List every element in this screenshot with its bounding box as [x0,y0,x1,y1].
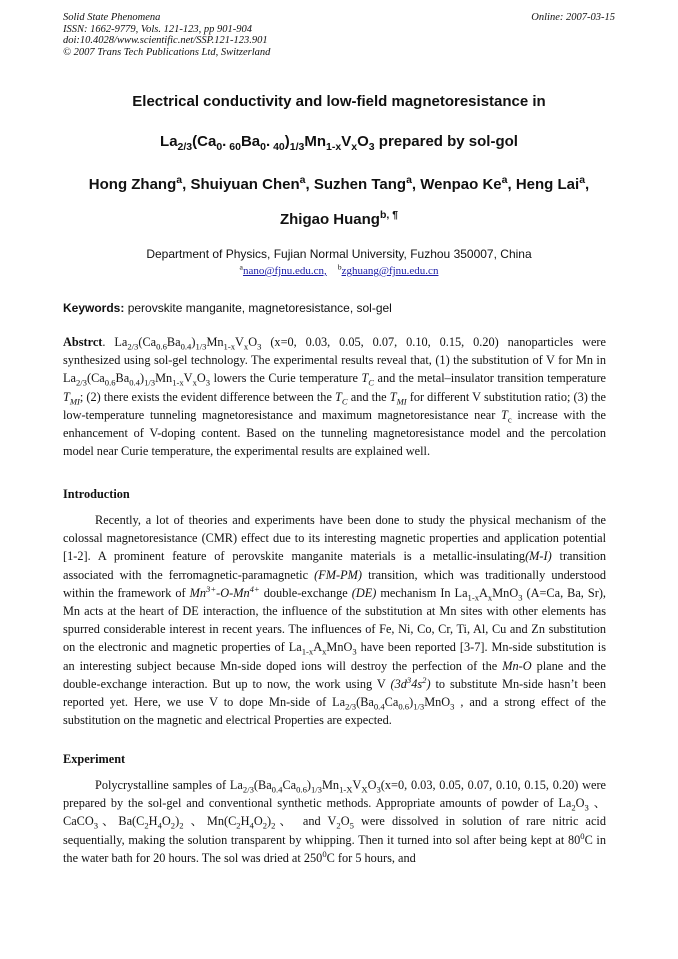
title-line-2: $La_{2/3}(Ca_0$. $_{60}Ba_0$. $_{40})_{1/3}Mn_{1-x}V_xO_3$ prepared by sol-gol [160,133,518,153]
title-suffix: prepared by sol-gol [374,133,518,150]
author: Wenpao Ke [420,176,502,193]
doi: doi:10.4028/www.scientific.net/SSP.121-123.901 [63,35,268,46]
keywords-label: Keywords: [63,301,125,315]
online-date: Online: 2007-03-15 [531,12,615,23]
authors-line-1: Hong Zhang$^a$, Shuiyuan Chen$^a$, Suzhen Tang$^a$, Wenpao Ke$^a$, Heng Lai$^a$, [88,174,590,193]
abstract-label: Abstrct [63,335,103,349]
keywords [63,301,392,315]
issn: ISSN: 1662-9779, Vols. 121-123, pp 901-904 [63,23,252,35]
experiment-text: Polycrystalline samples of $La_{2/3}(Ba_{0.4}Ca_{0.6})_{1/3}Mn_{1-X}V_XO_3(x=0$, 0.03, 0.05, 0.07, 0.10, 0.15, 0.20) were prepared by the sol-gel and conventional synthetic methods. Appropriate amounts of powder of $La_2O_3$ 、CaCO$_3$、$Ba(C_2H_4O_2)_2$ 、$Mn(C_2H_4O_2)_2$、 and $V_2O_5$ were dissolved in solution of rare nitric acid sequentially, making the solution transparent by whipping. Then it turned into sol after being kept at $80^0C$ in the water bath for 20 hours. The sol was dried at $250^0C$ for 5 hours, and [63,778,606,865]
email-line: $^a$nano@fjnu.edu.cn, $^b$zghuang@fjnu.edu.cn [239,262,439,277]
introduction-text: Recently, a lot of theories and experiments have been done to study the physical mechanism of the colossal magnetoresistance (CMR) effect due to its interesting magnetic properties and application potential [1-2]. A prominent feature of perovskite manganite materials is a metallic-insulating(M-I) transition associated with the ferromagnetic-paramagnetic (FM-PM) transition, which was traditionally understood within the framework of $Mn^{3+}-O-Mn^{4+}$ double-exchange (DE) mechanism In $La_{1-x}A_xMnO_3$ (A=Ca, Ba, Sr), Mn acts at the heart of DE interaction, the influence of the substitution at Mn sites with other elements has spurred considerable interest in recent years. The influences of Fe, Ni, Co, Cr, Ti, Al, Cu and Zn substitution on the electronic and magnetic properties of $La_{1-x}A_xMnO_3$ have been reported [3-7]. Mn-side substitution is an interesting subject because Mn-side doped ions will destroy the perfection of the Mn-O plane and the double-exchange interaction. But up to now, the work using V $(3d^34s^2)$ to substitute Mn-side hasn’t been reported yet. Here, we use V to dope Mn-side of $La_{2/3}(Ba_{0.4}Ca_{0.6})_{1/3}MnO_3$ , and a strong effect of the substitution on the magnetic and electrical Properties are expected. [63,513,606,728]
email-link-1[interactable]: nano@fjnu.edu.cn, [242,265,327,277]
abstract: Abstrct. $La_{2/3}(Ca_{0.6}Ba_{0.4})_{1/3}Mn_{1-x}V_xO_3$ (x=0, 0.03, 0.05, 0.07, 0.10, 0.15, 0.20) nanoparticles were synthesized using sol-gel technology. The experimental results reveal that, (1) the substitution of V for Mn in $La_{2/3}(Ca_{0.6}Ba_{0.4})_{1/3}Mn_{1-x}V_xO_3$ lowers the Curie temperature $T_C$ and the metal–insulator transition temperature $T_{MI}$; (2) there exists the evident difference between the $T_C$ and the $T_{MI}$ for different V substitution ratio; (3) the low-temperature tunneling magnetoresistance and maximum magnetoresistance near $T_c$ increase with the enhancement of V-doping content. Based on the tunneling magnetoresistance model and the percolation model near Curie temperature, the experimental results are explained well. [63,335,607,459]
title-line-1: Electrical conductivity and low-field magnetoresistance in [132,93,546,110]
author: Zhigao Huang [279,211,380,228]
journal-name: Solid State Phenomena [63,12,161,23]
author: Shuiyuan Chen [190,176,300,193]
email-link-2[interactable]: zghuang@fjnu.edu.cn [341,265,439,277]
section-heading-experiment: Experiment [63,752,126,766]
author: Heng Lai [515,176,580,193]
copyright: © 2007 Trans Tech Publications Ltd, Switzerland [63,46,271,58]
authors-line-2: Zhigao Huang$^{b, \P}$ [279,209,399,228]
journal-header [63,12,270,58]
section-heading-introduction: Introduction [63,487,130,501]
author: Suzhen Tang [313,176,407,193]
affiliation: Department of Physics, Fujian Normal University, Fuzhou 350007, China [146,247,532,261]
keywords-text: perovskite manganite, magnetoresistance, sol-gel [124,301,392,315]
author: Hong Zhang [88,176,177,193]
